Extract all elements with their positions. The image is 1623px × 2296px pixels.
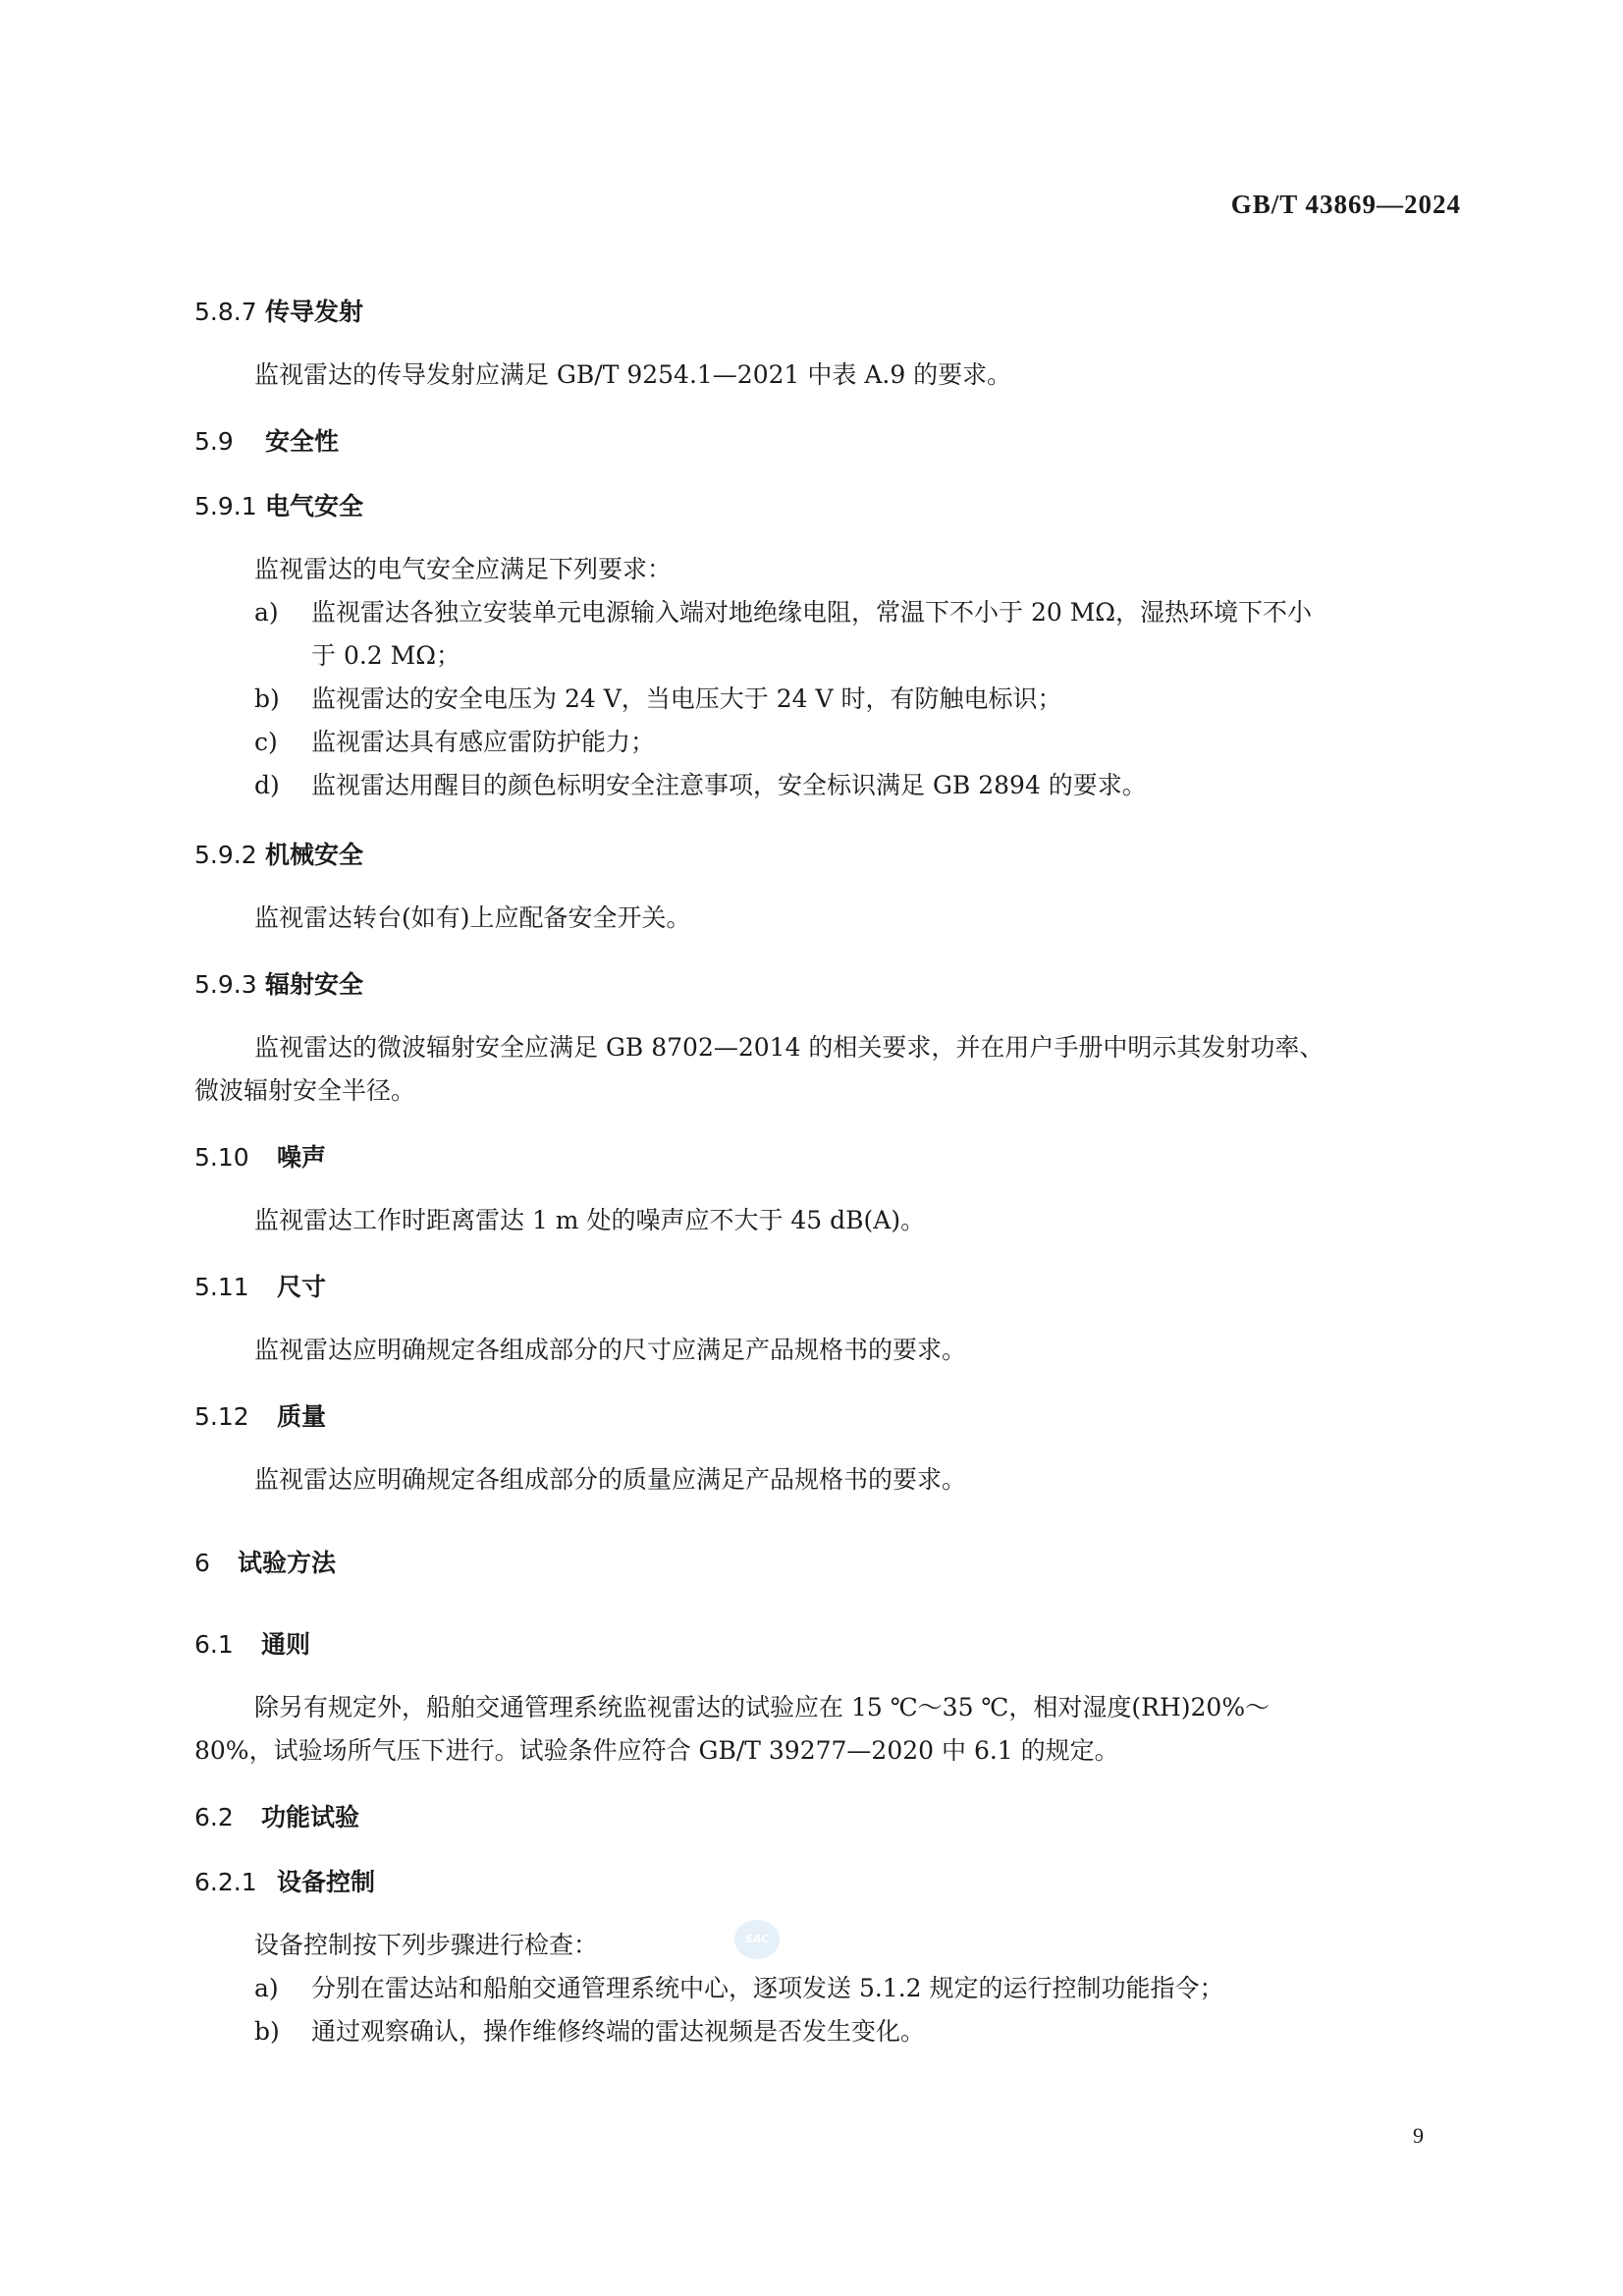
paragraph: 除另有规定外，船舶交通管理系统监视雷达的试验应在 15 ℃～35 ℃，相对湿度(RH)20%～ — [254, 1693, 1271, 1722]
heading-6-2-1 — [194, 1863, 375, 1898]
list-marker: a) — [254, 1974, 279, 2002]
heading-number: 5.12 — [194, 1402, 249, 1431]
paragraph: 监视雷达应明确规定各组成部分的尺寸应满足产品规格书的要求。 — [254, 1336, 967, 1364]
heading-title: 试验方法 — [238, 1549, 337, 1577]
list-text: 通过观察确认，操作维修终端的雷达视频是否发生变化。 — [311, 2017, 926, 2046]
paragraph: 监视雷达的微波辐射安全应满足 GB 8702—2014 的相关要求，并在用户手册中明示其发射功率、 — [254, 1033, 1325, 1062]
sac-watermark: SAC — [734, 1920, 780, 1959]
heading-number: 6.1 — [194, 1630, 234, 1659]
heading-title: 安全性 — [265, 427, 340, 456]
paragraph: 监视雷达工作时距离雷达 1 m 处的噪声应不大于 45 dB(A)。 — [254, 1206, 926, 1234]
heading-title: 质量 — [277, 1402, 327, 1431]
heading-title: 传导发射 — [265, 298, 364, 326]
page-number: 9 — [1413, 2123, 1424, 2148]
paragraph-continuation: 80%，试验场所气压下进行。试验条件应符合 GB/T 39277—2020 中 6.1 的规定。 — [194, 1736, 1119, 1765]
heading-title: 功能试验 — [261, 1803, 360, 1831]
list-marker: a) — [254, 598, 279, 627]
heading-title: 通则 — [261, 1630, 311, 1659]
list-item-continuation: 于 0.2 MΩ； — [311, 641, 460, 670]
list-marker: d) — [254, 771, 280, 799]
heading-6-2 — [194, 1798, 359, 1833]
heading-number: 5.9.3 — [194, 970, 257, 999]
heading-number: 5.8.7 — [194, 298, 257, 326]
paragraph: 监视雷达的传导发射应满足 GB/T 9254.1—2021 中表 A.9 的要求。 — [254, 360, 1012, 389]
list-marker: b) — [254, 2017, 280, 2046]
heading-5-11 — [194, 1268, 326, 1303]
document-code: GB/T 43869—2024 — [1230, 190, 1461, 219]
heading-number: 6 — [194, 1549, 210, 1577]
heading-title: 设备控制 — [277, 1868, 376, 1896]
heading-number: 5.11 — [194, 1273, 249, 1301]
heading-6 — [194, 1544, 336, 1579]
heading-5-9 — [194, 422, 339, 458]
heading-title: 电气安全 — [265, 492, 364, 520]
heading-5-9-2 — [194, 836, 363, 871]
paragraph: 监视雷达应明确规定各组成部分的质量应满足产品规格书的要求。 — [254, 1465, 967, 1494]
heading-5-12 — [194, 1397, 326, 1433]
heading-number: 5.9 — [194, 427, 234, 456]
list-item — [254, 677, 1061, 722]
heading-5-9-3 — [194, 965, 363, 1001]
heading-title: 噪声 — [277, 1143, 327, 1172]
list-item — [254, 590, 1312, 635]
heading-title: 尺寸 — [277, 1273, 327, 1301]
paragraph: 监视雷达转台(如有)上应配备安全开关。 — [254, 903, 691, 932]
list-item — [254, 1966, 1224, 2011]
list-item — [254, 763, 1147, 808]
heading-5-8-7 — [194, 293, 363, 328]
list-text: 监视雷达各独立安装单元电源输入端对地绝缘电阻，常温下不小于 20 MΩ，湿热环境下不小 — [311, 598, 1313, 627]
heading-number: 6.2.1 — [194, 1868, 257, 1896]
heading-5-10 — [194, 1138, 326, 1174]
paragraph-continuation: 微波辐射安全半径。 — [194, 1076, 416, 1105]
heading-number: 6.2 — [194, 1803, 234, 1831]
list-text: 监视雷达的安全电压为 24 V，当电压大于 24 V 时，有防触电标识； — [311, 684, 1062, 713]
heading-number: 5.9.1 — [194, 492, 257, 520]
list-text: 监视雷达用醒目的颜色标明安全注意事项，安全标识满足 GB 2894 的要求。 — [311, 771, 1147, 799]
heading-number: 5.9.2 — [194, 841, 257, 869]
list-marker: c) — [254, 728, 278, 756]
heading-6-1 — [194, 1625, 310, 1661]
heading-5-9-1 — [194, 487, 363, 522]
list-item — [254, 2009, 925, 2054]
heading-title: 机械安全 — [265, 841, 364, 869]
list-text: 分别在雷达站和船舶交通管理系统中心，逐项发送 5.1.2 规定的运行控制功能指令； — [311, 1974, 1224, 2002]
paragraph: 设备控制按下列步骤进行检查： — [254, 1931, 599, 1959]
heading-title: 辐射安全 — [265, 970, 364, 999]
heading-number: 5.10 — [194, 1143, 249, 1172]
paragraph: 监视雷达的电气安全应满足下列要求： — [254, 555, 673, 583]
list-marker: b) — [254, 684, 280, 713]
list-item — [254, 720, 655, 765]
list-text: 监视雷达具有感应雷防护能力； — [311, 728, 656, 756]
